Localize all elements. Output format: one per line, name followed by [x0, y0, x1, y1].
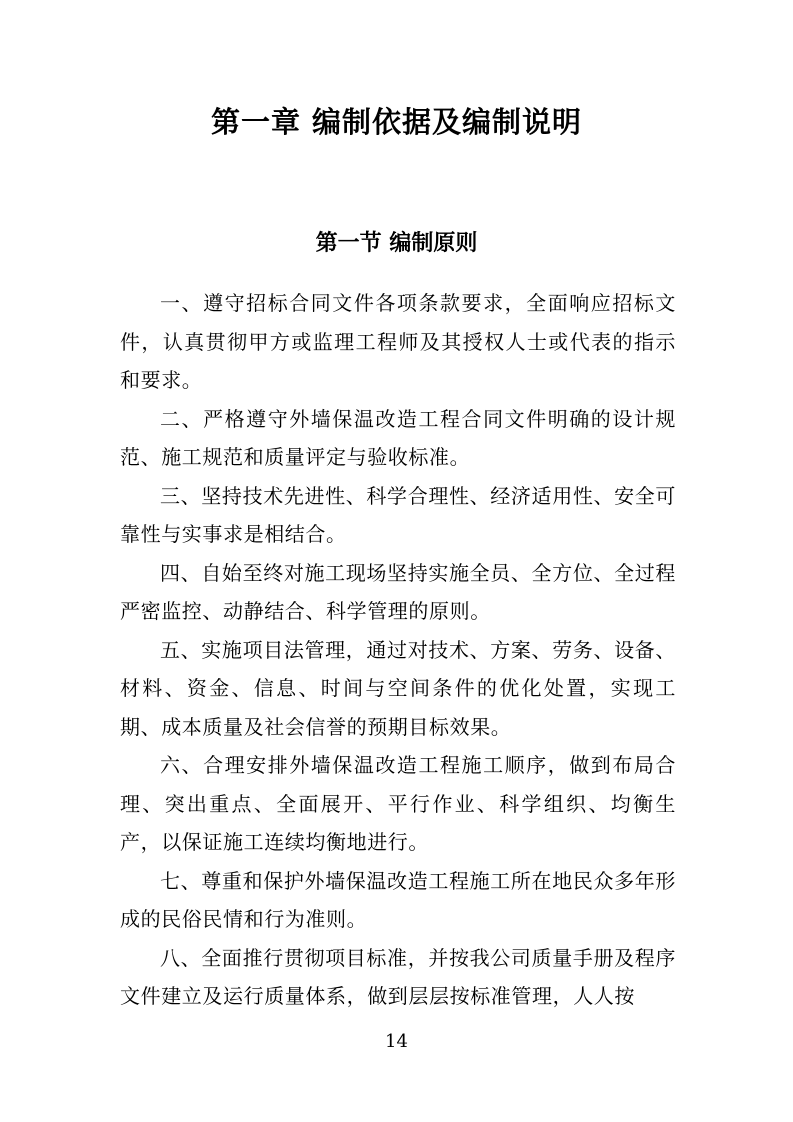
paragraph-2: 二、严格遵守外墙保温改造工程合同文件明确的设计规范、施工规范和质量评定与验收标准。	[120, 406, 676, 469]
body-text	[120, 284, 676, 1016]
paragraph-4: 四、自始至终对施工现场坚持实施全员、全方位、全过程严密监控、动静结合、科学管理的原则。	[120, 560, 676, 623]
paragraph-1: 一、遵守招标合同文件各项条款要求，全面响应招标文件，认真贯彻甲方或监理工程师及其授权人士或代表的指示和要求。	[120, 291, 676, 392]
chapter-title: 第一章 编制依据及编制说明	[210, 105, 583, 139]
paragraph-7: 七、尊重和保护外墙保温改造工程施工所在地民众多年形成的民俗民情和行为准则。	[120, 868, 676, 931]
paragraph-5: 五、实施项目法管理，通过对技术、方案、劳务、设备、材料、资金、信息、时间与空间条件的优化处置，实现工期、成本质量及社会信誉的预期目标效果。	[120, 637, 676, 739]
page-number: 14	[385, 1031, 408, 1052]
paragraph-3: 三、坚持技术先进性、科学合理性、经济适用性、安全可靠性与实事求是相结合。	[120, 483, 676, 546]
paragraph-8: 八、全面推行贯彻项目标准，并按我公司质量手册及程序文件建立及运行质量体系，做到层层按标准管理，人人按	[120, 945, 676, 1008]
section-title: 第一节 编制原则	[315, 231, 478, 256]
paragraph-6: 六、合理安排外墙保温改造工程施工顺序，做到布局合理、突出重点、全面展开、平行作业、科学组织、均衡生产，以保证施工连续均衡地进行。	[120, 753, 676, 854]
